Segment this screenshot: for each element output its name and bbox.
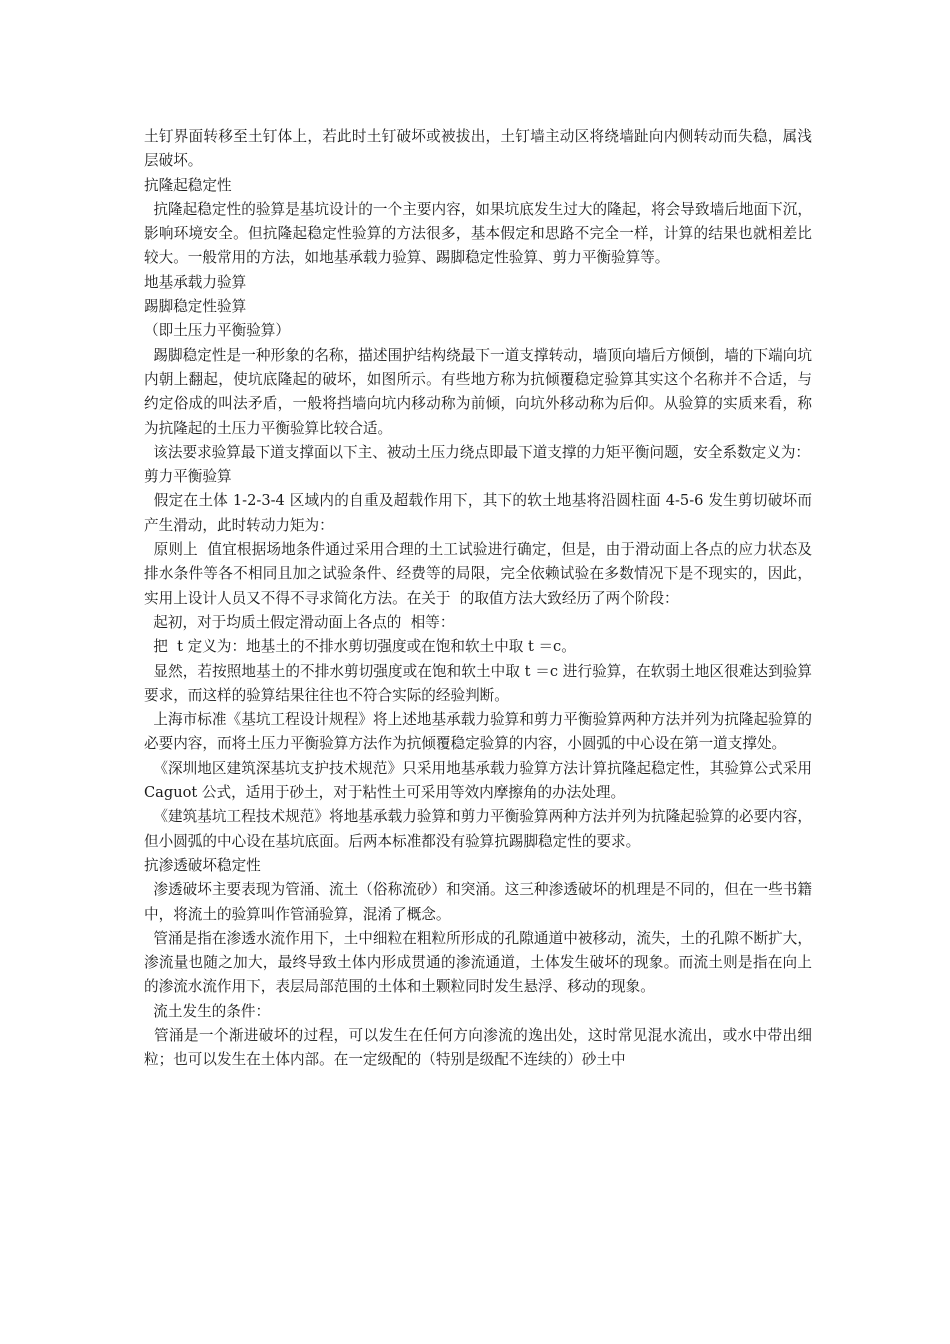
body-paragraph: 《建筑基坑工程技术规范》将地基承载力验算和剪力平衡验算两种方法并列为抗隆起验算的必要内容，但小圆弧的中心设在基坑底面。后两本标准都没有验算抗踢脚稳定性的要求。 <box>144 808 812 850</box>
body-paragraph: 《深圳地区建筑深基坑支护技术规范》只采用地基承载力验算方法计算抗隆起稳定性，其验算公式采用 Caguot 公式，适用于砂土，对于粘性土可采用等效内摩擦角的办法处理。 <box>144 759 817 802</box>
body-paragraph: 土钉界面转移至土钉体上，若此时土钉破坏或被拔出，土钉墙主动区将绕墙趾向内侧转动而失稳，属浅层破坏。 <box>144 128 812 170</box>
section-heading: 剪力平衡验算 <box>144 468 232 486</box>
body-paragraph: 把 t 定义为：地基土的不排水剪切强度或在饱和软土中取 t ＝c。 <box>144 638 576 656</box>
section-heading: 抗隆起稳定性 <box>144 176 232 194</box>
body-paragraph: 管涌是指在渗透水流作用下，土中细粒在粗粒所形成的孔隙通道中被移动，流失，土的孔隙不断扩大，渗流量也随之加大，最终导致土体内形成贯通的渗流通道，土体发生破坏的现象。而流土则是指在向上的渗流水流作用下，表层局部范围的土体和土颗粒同时发生悬浮、移动的现象。 <box>144 929 812 996</box>
section-heading: 踢脚稳定性验算 <box>144 298 247 316</box>
body-paragraph: 上海市标准《基坑工程设计规程》将上述地基承载力验算和剪力平衡验算两种方法并列为抗隆起验算的必要内容，而将土压力平衡验算方法作为抗倾覆稳定验算的内容，小圆弧的中心设在第一道支撑处。 <box>144 711 812 753</box>
body-paragraph: 显然，若按照地基土的不排水剪切强度或在饱和软土中取 t ＝c 进行验算，在软弱土地区很难达到验算要求，而这样的验算结果往往也不符合实际的经验判断。 <box>144 662 812 704</box>
body-paragraph: 起初，对于均质土假定滑动面上各点的 相等： <box>144 613 455 631</box>
body-paragraph: 该法要求验算最下道支撑面以下主、被动土压力绕点即最下道支撑的力矩平衡问题，安全系数定义为： <box>144 443 811 461</box>
body-paragraph: 原则上 值宜根据场地条件通过采用合理的土工试验进行确定，但是，由于滑动面上各点的应力状态及排水条件等各不相同且加之试验条件、经费等的局限，完全依赖试验在多数情况下是不现实的，因此，实用上设计人员又不得不寻求简化方法。在关于 的取值方法大致经历了两个阶段： <box>144 541 812 607</box>
body-paragraph: 假定在土体 1-2-3-4 区域内的自重及超载作用下，其下的软土地基将沿圆柱面 4-5-6 发生剪切破坏而产生滑动，此时转动力矩为： <box>144 492 812 534</box>
section-subheading: （即土压力平衡验算） <box>144 322 290 340</box>
body-paragraph: 渗透破坏主要表现为管涌、流土（俗称流砂）和突涌。这三种渗透破坏的机理是不同的，但在一些书籍中，将流土的验算叫作管涌验算，混淆了概念。 <box>144 881 812 923</box>
document-body <box>144 125 817 1073</box>
body-paragraph: 踢脚稳定性是一种形象的名称，描述围护结构绕最下一道支撑转动，墙顶向墙后方倾倒，墙的下端向坑内朝上翻起，使坑底隆起的破坏，如图所示。有些地方称为抗倾覆稳定验算其实这个名称并不合适，与约定俗成的叫法矛盾，一般将挡墙向坑内移动称为前倾，向坑外移动称为后仰。从验算的实质来看，称为抗隆起的土压力平衡验算比较合适。 <box>144 346 812 437</box>
section-heading: 抗渗透破坏稳定性 <box>144 856 261 874</box>
body-paragraph: 抗隆起稳定性的验算是基坑设计的一个主要内容，如果坑底发生过大的隆起，将会导致墙后地面下沉，影响环境安全。但抗隆起稳定性验算的方法很多，基本假定和思路不完全一样，计算的结果也就相差比较大。一般常用的方法，如地基承载力验算、踢脚稳定性验算、剪力平衡验算等。 <box>144 200 812 267</box>
body-paragraph: 管涌是一个渐进破坏的过程，可以发生在任何方向渗流的逸出处，这时常见混水流出，或水中带出细粒；也可以发生在土体内部。在一定级配的（特别是级配不连续的）砂土中 <box>144 1026 812 1069</box>
body-paragraph: 流土发生的条件： <box>144 1002 271 1020</box>
section-heading: 地基承载力验算 <box>144 273 247 291</box>
